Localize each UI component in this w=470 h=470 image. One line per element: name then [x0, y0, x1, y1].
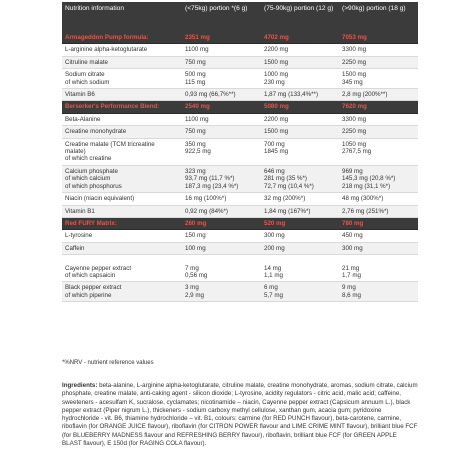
- cell-line: Black pepper extract: [65, 284, 122, 292]
- portion-small-cell: [182, 193, 261, 205]
- cell-line: 3300 mg: [342, 46, 367, 54]
- nutrition-table-body: [62, 32, 418, 302]
- cell-line: 2200 mg: [264, 46, 289, 54]
- ingredient-name-cell: [62, 32, 182, 44]
- portion-large-cell: [339, 44, 418, 56]
- cell-line: 0,56 mg: [185, 271, 208, 279]
- ingredient-name-cell: [62, 205, 182, 217]
- ingredient-name-cell: [62, 193, 182, 205]
- ingredients-text: beta-alanine, L-arginine alpha-ketoglutarate, citruline malate, creatine monohydrate, aromas, sodium citrate, calcium phosphate, creatine malate, anti-caking agent - silicon dioxide; L-tyrosine, acidity regulators - citric acid, malic acid; caffeine, sweeteners - acesulfam K, sucralose, cyclamates; nicotinamide – niacin, Cayenne pepper extract (Capsicum annuum L.), black pepper extract (Piper nigrum L.), thickeners - sodium carboxy methyl cellulose, xanthan gum, acacia gum; pyridoxine hydrochloride - vit. B6, thiamine hydrochloride – vit. B1, colours: carmine (for RED PUNCH flavour), beta-carotene, carmine, riboflavin (for ORANGE JUICE flavour), riboflavin (for CITRON POWER flavour and LIME CRIME MINT flavour), brilliant blue FCF (for BLUEBERRY MADNESS flavour and REFRESHING BERRY flavour), riboflavin, brilliant blue FCF (for GREEN APPLE BLAST flavour), E 150d (for RAGING COLA flavour).: [62, 382, 418, 448]
- cell-line: 1100 mg: [185, 46, 209, 54]
- cell-line: Niacin (niacin equivalent): [65, 195, 135, 203]
- cell-line: of which piperine: [65, 291, 112, 299]
- portion-large-cell: [339, 32, 418, 44]
- table-row: [62, 69, 418, 89]
- portion-large-cell: [339, 230, 418, 242]
- cell-line: 969 mg: [342, 167, 363, 175]
- cell-line: 8,6 mg: [342, 291, 361, 299]
- cell-line: 300 mg: [342, 244, 363, 252]
- cell-line: 21 mg: [342, 264, 360, 272]
- cell-line: malate): [65, 148, 86, 156]
- cell-line: 93,7 mg (11,7 %*): [185, 175, 235, 183]
- cell-line: 7053 mg: [342, 34, 367, 41]
- portion-medium-cell: [261, 113, 339, 125]
- cell-line: 48 mg (300%*): [342, 195, 384, 203]
- cell-line: 2540 mg: [185, 103, 210, 111]
- ingredient-name-cell: [62, 255, 182, 282]
- portion-medium-cell: [261, 69, 339, 89]
- cell-line: [342, 257, 415, 264]
- nutrition-table-container: [62, 2, 418, 302]
- blend-row: [62, 32, 418, 44]
- portion-large-cell: [339, 138, 418, 165]
- cell-line: 1845 mg: [264, 148, 289, 156]
- portion-large-cell: [339, 255, 418, 282]
- portion-medium-cell: [261, 242, 339, 254]
- cell-line: Creatine malate (TCM tricreatine: [65, 140, 155, 148]
- portion-small-cell: [182, 255, 261, 282]
- cell-line: 14 mg: [264, 264, 282, 272]
- table-row: [62, 126, 418, 138]
- portion-large-cell: [339, 56, 418, 68]
- cell-line: 0,93 mg (66,7%**): [185, 91, 236, 99]
- cell-line: 218 mg (31,1 %*): [342, 182, 391, 190]
- cell-line: 1500 mg: [264, 128, 289, 136]
- cell-line: Citruline malate: [65, 58, 108, 66]
- cell-line: 646 mg: [264, 167, 285, 175]
- header-nutrition-information: Nutrition information: [62, 2, 182, 32]
- blend-row: [62, 101, 418, 113]
- nutrition-table: [62, 2, 418, 302]
- portion-medium-cell: [261, 255, 339, 282]
- portion-medium-cell: [261, 126, 339, 138]
- table-row: [62, 89, 418, 101]
- cell-line: 2351 mg: [185, 34, 210, 41]
- cell-line: 2,9 mg: [185, 291, 204, 299]
- portion-small-cell: [182, 165, 261, 192]
- portion-small-cell: [182, 69, 261, 89]
- table-row: [62, 255, 418, 282]
- portion-small-cell: [182, 282, 261, 302]
- cell-line: L-arginine alpha-ketoglutarate: [65, 46, 148, 54]
- cell-line: 1,7 mg: [342, 271, 361, 279]
- table-row: [62, 205, 418, 217]
- portion-medium-cell: [261, 282, 339, 302]
- portion-large-cell: [339, 165, 418, 192]
- table-row: [62, 242, 418, 254]
- header-portion-small: (<75kg) portion *(6 g): [182, 2, 261, 32]
- cell-line: 100 mg: [185, 244, 206, 252]
- cell-line: 7 mg: [185, 264, 199, 272]
- cell-line: Sodium citrate: [65, 71, 105, 79]
- cell-line: 520 mg: [264, 219, 286, 227]
- portion-small-cell: [182, 217, 261, 229]
- cell-line: 300 mg: [264, 232, 285, 240]
- portion-small-cell: [182, 205, 261, 217]
- table-row: [62, 56, 418, 68]
- cell-line: 500 mg: [185, 71, 206, 79]
- cell-line: 281 mg (35 %*): [264, 175, 307, 183]
- ingredient-name-cell: [62, 44, 182, 56]
- table-row: [62, 230, 418, 242]
- cell-line: Cayenne pepper extract: [65, 264, 132, 272]
- portion-medium-cell: [261, 101, 339, 113]
- cell-line: Calcium phosphate: [65, 167, 118, 175]
- portion-small-cell: [182, 44, 261, 56]
- portion-large-cell: [339, 126, 418, 138]
- cell-line: Beta-Alanine: [65, 115, 101, 123]
- cell-line: of which creatine: [65, 155, 112, 163]
- cell-line: 7620 mg: [342, 103, 367, 111]
- cell-line: L-tyrosine: [65, 232, 93, 240]
- portion-small-cell: [182, 32, 261, 44]
- ingredient-name-cell: [62, 242, 182, 254]
- cell-line: 1500 mg: [264, 58, 289, 66]
- cell-line: Creatine monohydrate: [65, 128, 127, 136]
- portion-small-cell: [182, 242, 261, 254]
- cell-line: 5080 mg: [264, 103, 289, 111]
- ingredient-name-cell: [62, 282, 182, 302]
- cell-line: 2767,5 mg: [342, 148, 372, 156]
- ingredient-name-cell: [62, 165, 182, 192]
- cell-line: 0,92 mg (84%*): [185, 207, 228, 215]
- cell-line: 2250 mg: [342, 128, 367, 136]
- ingredient-name-cell: [62, 230, 182, 242]
- cell-line: 115 mg: [185, 78, 206, 86]
- cell-line: 450 mg: [342, 232, 363, 240]
- cell-line: 323 mg: [185, 167, 206, 175]
- cell-line: Caffein: [65, 244, 85, 252]
- cell-line: 145,3 mg (20,8 %*): [342, 175, 396, 183]
- portion-small-cell: [182, 230, 261, 242]
- cell-line: 16 mg (100%*): [185, 195, 227, 203]
- cell-line: 6 mg: [264, 284, 278, 292]
- table-row: [62, 282, 418, 302]
- cell-line: Vitamin B6: [65, 91, 95, 99]
- cell-line: 750 mg: [185, 128, 206, 136]
- cell-line: 3 mg: [185, 284, 199, 292]
- cell-line: 2,76 mg (251%*): [342, 207, 389, 215]
- portion-medium-cell: [261, 230, 339, 242]
- cell-line: 9 mg: [342, 284, 356, 292]
- table-row: [62, 113, 418, 125]
- portion-small-cell: [182, 89, 261, 101]
- portion-medium-cell: [261, 44, 339, 56]
- ingredient-name-cell: [62, 126, 182, 138]
- ingredient-name-cell: [62, 69, 182, 89]
- blend-row: [62, 217, 418, 229]
- portion-medium-cell: [261, 205, 339, 217]
- portion-medium-cell: [261, 217, 339, 229]
- cell-line: 1100 mg: [185, 115, 209, 123]
- portion-small-cell: [182, 56, 261, 68]
- cell-line: 1,87 mg (133,4%**): [264, 91, 318, 99]
- cell-line: 2,8 mg (200%**): [342, 91, 388, 99]
- cell-line: 4702 mg: [264, 34, 289, 41]
- table-row: [62, 193, 418, 205]
- table-row: [62, 165, 418, 192]
- portion-large-cell: [339, 242, 418, 254]
- portion-small-cell: [182, 113, 261, 125]
- cell-line: 150 mg: [185, 232, 206, 240]
- portion-large-cell: [339, 205, 418, 217]
- cell-line: 922,5 mg: [185, 148, 211, 156]
- cell-line: 200 mg: [264, 244, 285, 252]
- portion-medium-cell: [261, 138, 339, 165]
- cell-line: 230 mg: [264, 78, 285, 86]
- cell-line: 2200 mg: [264, 115, 289, 123]
- cell-line: 350 mg: [185, 140, 206, 148]
- portion-large-cell: [339, 282, 418, 302]
- cell-line: of which sodium: [65, 78, 110, 86]
- ingredient-name-cell: [62, 138, 182, 165]
- portion-large-cell: [339, 89, 418, 101]
- cell-line: 750 mg: [185, 58, 206, 66]
- ingredient-name-cell: [62, 89, 182, 101]
- portion-small-cell: [182, 138, 261, 165]
- ingredients-label: Ingredients:: [62, 382, 98, 389]
- portion-small-cell: [182, 101, 261, 113]
- nrv-footnote: *%NRV - nutrient reference values: [62, 360, 154, 366]
- portion-medium-cell: [261, 193, 339, 205]
- portion-medium-cell: [261, 32, 339, 44]
- cell-line: 1000 mg: [264, 71, 289, 79]
- header-portion-large: (>90kg) portion (18 g): [339, 2, 418, 32]
- cell-line: Berserker's Performance Blend:: [65, 103, 160, 111]
- cell-line: of which calcium: [65, 175, 111, 183]
- cell-line: Vitamin B1: [65, 207, 95, 215]
- portion-medium-cell: [261, 89, 339, 101]
- cell-line: 1500 mg: [342, 71, 367, 79]
- ingredient-name-cell: [62, 101, 182, 113]
- table-row: [62, 44, 418, 56]
- cell-line: 345 mg: [342, 78, 363, 86]
- portion-large-cell: [339, 113, 418, 125]
- cell-line: 72,7 mg (10,4 %*): [264, 182, 314, 190]
- portion-small-cell: [182, 126, 261, 138]
- cell-line: [65, 257, 179, 264]
- header-portion-medium: (75-90kg) portion (12 g): [261, 2, 339, 32]
- cell-line: of which phosphorus: [65, 182, 122, 190]
- cell-line: 3300 mg: [342, 115, 367, 123]
- table-header-row: [62, 2, 418, 32]
- ingredient-name-cell: [62, 56, 182, 68]
- cell-line: 5,7 mg: [264, 291, 283, 299]
- cell-line: of which capsaicin: [65, 271, 116, 279]
- cell-line: 1,84 mg (167%*): [264, 207, 311, 215]
- ingredients-paragraph: [62, 382, 418, 448]
- cell-line: 780 mg: [342, 219, 364, 227]
- cell-line: Red FURY Matrix:: [65, 219, 117, 227]
- ingredient-name-cell: [62, 113, 182, 125]
- portion-large-cell: [339, 193, 418, 205]
- cell-line: [185, 257, 258, 264]
- cell-line: 32 mg (200%*): [264, 195, 306, 203]
- cell-line: 1050 mg: [342, 140, 367, 148]
- portion-large-cell: [339, 101, 418, 113]
- cell-line: 187,3 mg (23,4 %*): [185, 182, 239, 190]
- cell-line: 700 mg: [264, 140, 285, 148]
- cell-line: 260 mg: [185, 219, 207, 227]
- portion-medium-cell: [261, 165, 339, 192]
- ingredient-name-cell: [62, 217, 182, 229]
- table-row: [62, 138, 418, 165]
- portion-large-cell: [339, 217, 418, 229]
- cell-line: 2250 mg: [342, 58, 367, 66]
- portion-medium-cell: [261, 56, 339, 68]
- cell-line: [264, 257, 336, 264]
- cell-line: Armageddon Pump formula:: [65, 34, 149, 41]
- portion-large-cell: [339, 69, 418, 89]
- cell-line: 1,1 mg: [264, 271, 283, 279]
